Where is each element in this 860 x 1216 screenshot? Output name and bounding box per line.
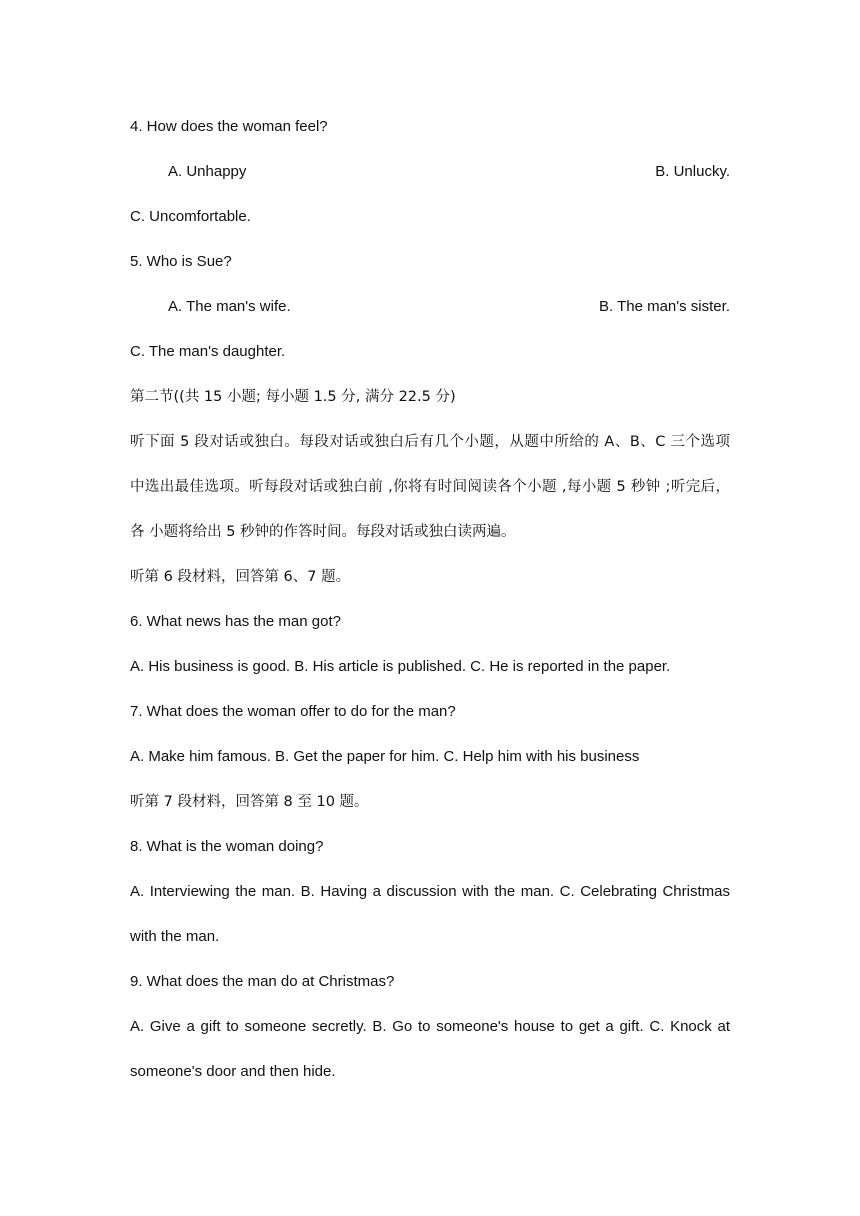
question-6: 6. What news has the man got?	[130, 613, 341, 630]
question-8: 8. What is the woman doing?	[130, 838, 324, 855]
instructions-line-3: 各 小题将给出 5 秒钟的作答时间。每段对话或独白读两遍。	[130, 524, 516, 540]
option-a: A. The man's wife.	[168, 298, 291, 315]
option-b: B. Unlucky.	[655, 163, 730, 180]
passage-6-heading: 听第 6 段材料，回答第 6、7 题。	[130, 569, 351, 585]
section-heading: 第二节((共 15 小题; 每小题 1.5 分, 满分 22.5 分)	[130, 389, 456, 405]
instructions-line-2: 中选出最佳选项。听每段对话或独白前 ,你将有时间阅读各个小题 ,每小题 5 秒钟 ;听完后，	[130, 479, 730, 495]
question-7-options: A. Make him famous. B. Get the paper for him. C. Help him with his business	[130, 748, 640, 765]
question-9-options-cont: someone's door and then hide.	[130, 1063, 336, 1080]
question-9: 9. What does the man do at Christmas?	[130, 973, 395, 990]
question-4-options-row	[168, 162, 730, 182]
option-b: B. The man's sister.	[599, 298, 730, 315]
passage-7-heading: 听第 7 段材料，回答第 8 至 10 题。	[130, 794, 369, 810]
option-a: A. Unhappy	[168, 163, 247, 180]
question-5-options-row	[168, 297, 730, 317]
question-6-options: A. His business is good. B. His article is published. C. He is reported in the paper.	[130, 658, 671, 675]
option-c: C. The man's daughter.	[130, 343, 286, 360]
question-5: 5. Who is Sue?	[130, 253, 232, 270]
option-c: C. Uncomfortable.	[130, 208, 251, 225]
question-8-options: A. Interviewing the man. B. Having a discussion with the man. C. Celebrating Christmas	[130, 883, 730, 900]
question-9-options: A. Give a gift to someone secretly. B. Go to someone's house to get a gift. C. Knock at	[130, 1018, 730, 1035]
question-4: 4. How does the woman feel?	[130, 118, 328, 135]
question-8-options-cont: with the man.	[130, 928, 220, 945]
question-7: 7. What does the woman offer to do for the man?	[130, 703, 456, 720]
instructions-line-1: 听下面 5 段对话或独白。每段对话或独白后有几个小题，从题中所给的 A、B、C 三个选项	[130, 434, 730, 450]
